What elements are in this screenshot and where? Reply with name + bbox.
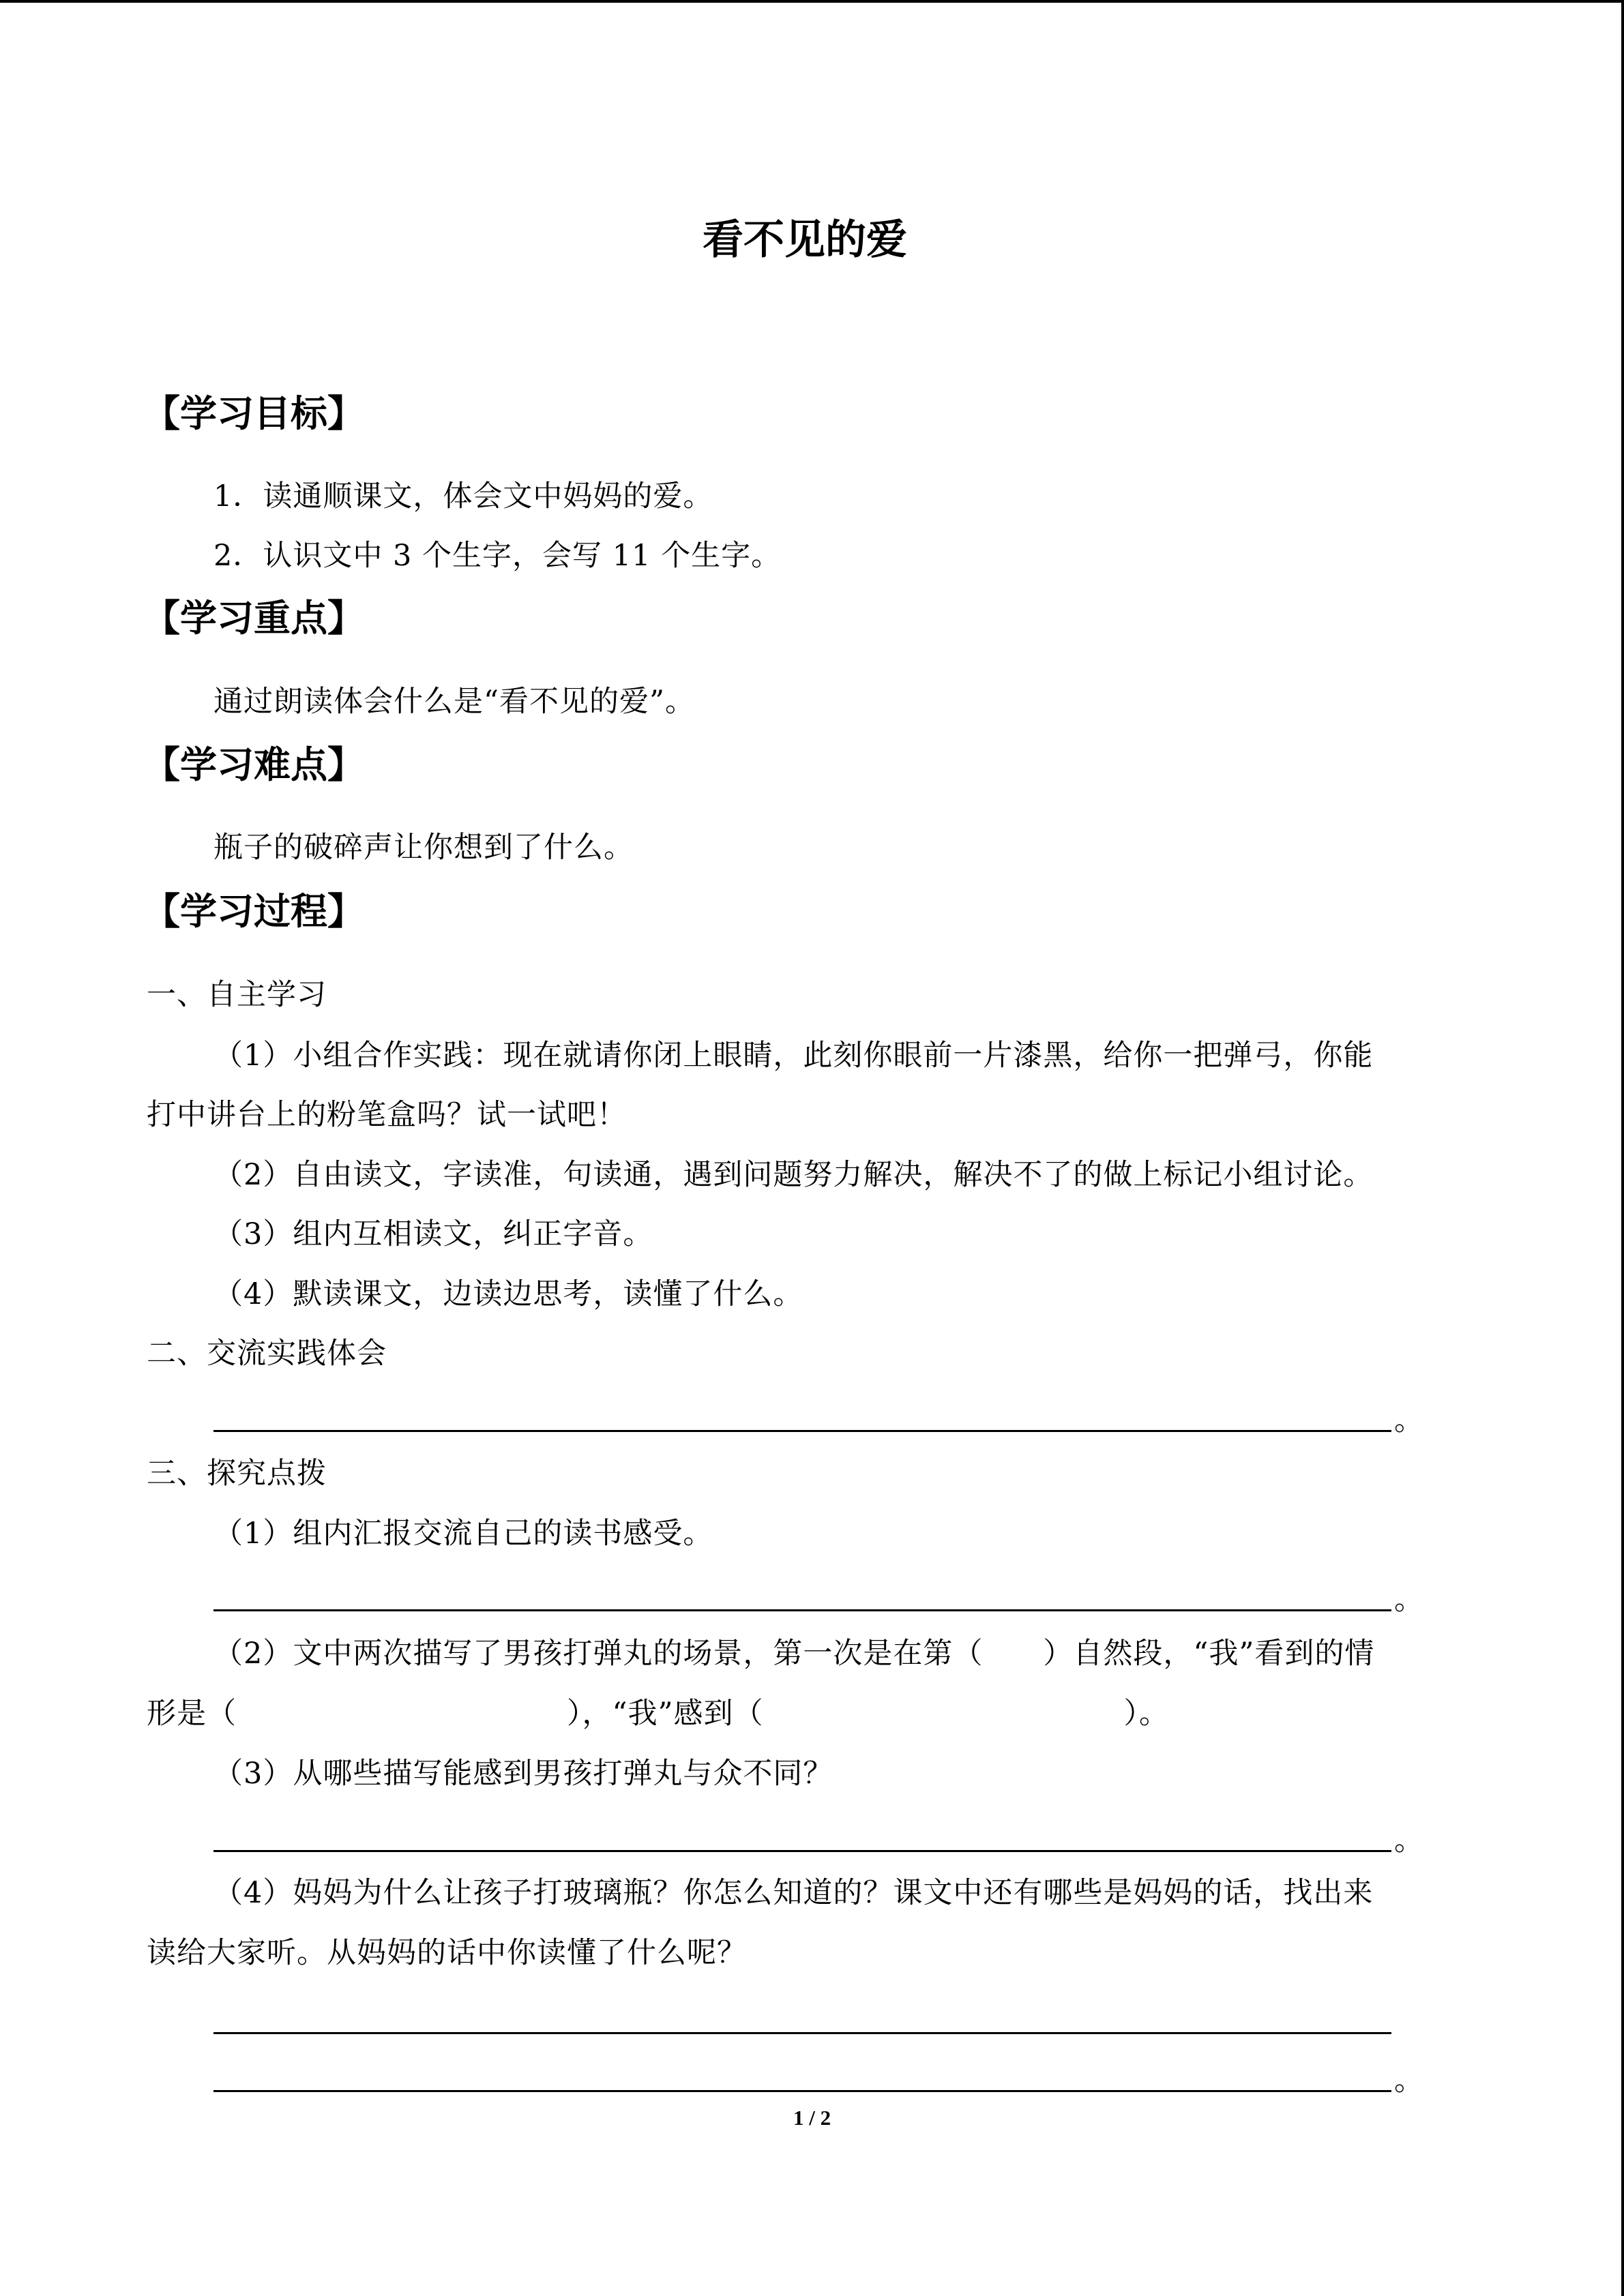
part3-question-4-line2: 读给大家听。从妈妈的话中你读懂了什么呢？ [147,1936,747,1970]
part2-end-mark: 。 [1394,1403,1423,1437]
part1-item1-line1: （1）小组合作实践：现在就请你闭上眼睛，此刻你眼前一片漆黑，给你一把弹弓，你能 [213,1039,1374,1073]
q3-end-mark: 。 [1394,1823,1423,1858]
difficulties-heading: 【学习难点】 [143,743,364,786]
goal-item-1: 1．读通顺课文，体会文中妈妈的爱。 [213,479,713,513]
goal-item-2: 2．认识文中 3 个生字，会写 11 个生字。 [213,539,782,573]
part1-item2: （2）自由读文，字读准，句读通，遇到问题努力解决，解决不了的做上标记小组讨论。 [213,1158,1374,1192]
q3-answer-line [213,1850,1391,1852]
q1-end-mark: 。 [1394,1583,1423,1617]
part1-item4: （4）默读课文，边读边思考，读懂了什么。 [213,1277,803,1311]
q4-answer-line-1 [213,2032,1391,2034]
part3-question-2-line1: （2）文中两次描写了男孩打弹丸的场景，第一次是在第（ ）自然段，“我”看到的情 [213,1637,1375,1671]
page-right-border [1621,0,1624,2296]
page-top-border [0,0,1624,3]
page-number: 1 / 2 [793,2106,831,2130]
process-heading: 【学习过程】 [143,890,364,933]
difficulties-text: 瓶子的破碎声让你想到了什么。 [213,831,634,865]
q4-answer-line-2 [213,2090,1391,2092]
key-points-heading: 【学习重点】 [143,597,364,640]
part3-question-1: （1）组内汇报交流自己的读书感受。 [213,1517,713,1551]
part2-title: 二、交流实践体会 [147,1337,387,1371]
part3-question-4-line1: （4）妈妈为什么让孩子打玻璃瓶？你怎么知道的？课文中还有哪些是妈妈的话，找出来 [213,1876,1374,1910]
q1-answer-line [213,1609,1391,1611]
q4-end-mark: 。 [1394,2063,1423,2098]
part1-title: 一、自主学习 [147,978,327,1012]
part3-title: 三、探究点拨 [147,1457,327,1491]
key-points-text: 通过朗读体会什么是“看不见的爱”。 [213,685,695,719]
document-title: 看不见的爱 [703,216,907,264]
part1-item3: （3）组内互相读文，纠正字音。 [213,1217,653,1251]
part3-question-3: （3）从哪些描写能感到男孩打弹丸与众不同？ [213,1757,833,1791]
part3-question-2-line2: 形是（ ），“我”感到（ ）。 [147,1697,1169,1731]
goals-heading: 【学习目标】 [143,392,364,435]
part2-answer-line [213,1430,1391,1432]
part1-item1-line2: 打中讲台上的粉笔盒吗？试一试吧！ [147,1098,627,1132]
